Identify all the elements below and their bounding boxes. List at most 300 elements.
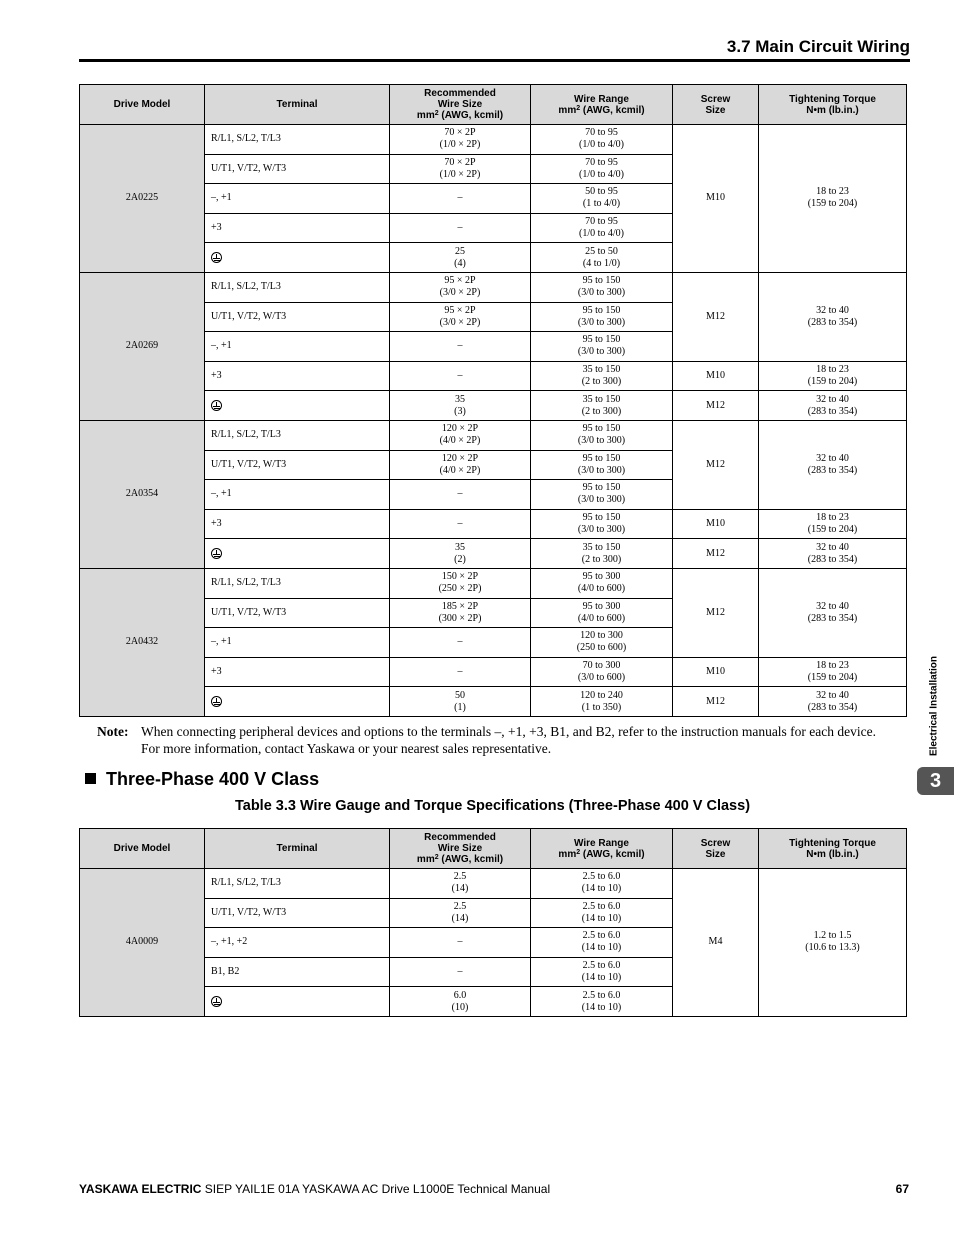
- ground-line: [215, 1004, 218, 1005]
- cell-line: 70 to 95: [585, 156, 618, 168]
- table-row: [80, 687, 907, 717]
- table-header: [80, 829, 907, 869]
- cell-line: (4/0 × 2P): [439, 464, 481, 476]
- table-row: [80, 420, 907, 450]
- cell-line: 35 to 150: [582, 541, 621, 553]
- terminal-cell: U/T1, V/T2, W/T3: [205, 598, 390, 628]
- footer-brand: YASKAWA ELECTRIC: [79, 1182, 202, 1196]
- wire-spec-table-200v: [79, 84, 907, 717]
- header-text: (AWG, kcmil): [580, 848, 645, 860]
- cell-line: 95 to 150: [582, 275, 621, 287]
- tightening-torque-cell: [759, 272, 907, 361]
- terminal-cell: [205, 687, 390, 717]
- terminal-cell: +3: [205, 657, 390, 687]
- cell-line: (300 × 2P): [438, 612, 482, 624]
- wire-range-cell: [531, 184, 673, 214]
- wire-range-cell: [531, 154, 673, 184]
- ground-line: [215, 556, 218, 557]
- header-line: Recommended: [424, 832, 496, 843]
- cell-line: 32 to 40: [816, 600, 849, 612]
- recommended-wire-size-cell: [390, 928, 531, 958]
- cell-line: 95 to 150: [582, 334, 621, 346]
- recommended-wire-size-cell: [390, 987, 531, 1017]
- cell-line: 120 × 2P: [441, 423, 479, 435]
- tightening-torque-cell: [759, 687, 907, 717]
- wire-range-cell: [531, 420, 673, 450]
- screw-size-cell: M12: [673, 568, 759, 657]
- wire-range-cell: [531, 450, 673, 480]
- cell-line: 120 to 240: [580, 689, 623, 701]
- tightening-torque-cell: [759, 657, 907, 687]
- cell-line: (3): [454, 405, 466, 417]
- cell-line: (14): [451, 883, 469, 895]
- table-row: [80, 272, 907, 302]
- table-row: [80, 125, 907, 155]
- cell-line: Size: [705, 848, 726, 860]
- table-row: [80, 539, 907, 569]
- cell-line: 95 to 150: [582, 304, 621, 316]
- header-text: (AWG, kcmil): [438, 110, 504, 121]
- header-text: (AWG, kcmil): [580, 104, 645, 116]
- cell-line: 120 to 300: [580, 630, 623, 642]
- cell-line: 50 to 95: [585, 186, 618, 198]
- cell-line: (4/0 to 600): [577, 612, 626, 624]
- cell-line: (14 to 10): [581, 912, 622, 924]
- cell-line: (3/0 to 300): [577, 287, 626, 299]
- recommended-wire-size-cell: [390, 898, 531, 928]
- cell-line: (283 to 354): [807, 612, 858, 624]
- cell-line: 70 to 95: [585, 216, 618, 228]
- terminal-cell: [205, 243, 390, 273]
- recommended-wire-size-cell: [390, 657, 531, 687]
- wire-range-cell: [531, 987, 673, 1017]
- wire-range-cell: [531, 243, 673, 273]
- terminal-cell: +3: [205, 361, 390, 391]
- recommended-wire-size-cell: [390, 302, 531, 332]
- cell-line: (4): [454, 257, 466, 269]
- cell-line: 18 to 23: [816, 186, 849, 198]
- cell-line: 95 × 2P: [444, 304, 476, 316]
- cell-line: 120 × 2P: [441, 452, 479, 464]
- header-rule: [79, 59, 910, 62]
- wire-range-cell: [531, 628, 673, 658]
- ground-terminal-icon: [211, 696, 222, 707]
- cell-line: (14 to 10): [581, 942, 622, 954]
- cell-line: –: [457, 966, 463, 978]
- recommended-wire-size-cell: [390, 420, 531, 450]
- tightening-torque-cell: [759, 420, 907, 509]
- col-wire-range: [531, 829, 673, 869]
- terminal-cell: R/L1, S/L2, T/L3: [205, 568, 390, 598]
- recommended-wire-size-cell: [390, 272, 531, 302]
- cell-line: (1/0 × 2P): [439, 139, 481, 151]
- cell-line: (250 to 600): [576, 642, 627, 654]
- wire-spec-table-400v: [79, 828, 907, 1017]
- cell-line: 70 × 2P: [444, 127, 476, 139]
- wire-range-cell: [531, 657, 673, 687]
- tightening-torque-cell: [759, 361, 907, 391]
- subsection-title-text: Three-Phase 400 V Class: [106, 769, 320, 789]
- cell-line: (3/0 × 2P): [439, 287, 481, 299]
- cell-line: –: [457, 665, 463, 677]
- terminal-cell: [205, 539, 390, 569]
- ground-terminal-icon: [211, 252, 222, 263]
- header-superscript: 2: [576, 104, 581, 112]
- screw-size-cell: M12: [673, 391, 759, 421]
- cell-line: 2.5: [453, 900, 467, 912]
- drive-model-cell: 2A0269: [80, 272, 205, 420]
- page-number: 67: [895, 1182, 909, 1196]
- recommended-wire-size-cell: [390, 480, 531, 510]
- cell-line: (4/0 × 2P): [439, 435, 481, 447]
- col-tightening-torque: [759, 85, 907, 125]
- ground-terminal-icon: [211, 548, 222, 559]
- header-superscript: 2: [576, 848, 581, 856]
- recommended-wire-size-cell: [390, 957, 531, 987]
- wire-range-cell: [531, 302, 673, 332]
- cell-line: Screw: [700, 93, 731, 105]
- chapter-tab[interactable]: 3: [917, 767, 954, 795]
- cell-line: (159 to 204): [807, 524, 858, 536]
- col-screw-size: [673, 85, 759, 125]
- recommended-wire-size-cell: [390, 509, 531, 539]
- header-row: [80, 829, 907, 869]
- recommended-wire-size-cell: [390, 184, 531, 214]
- drive-model-cell: 2A0432: [80, 568, 205, 716]
- cell-line: (10): [451, 1001, 469, 1013]
- cell-line: (283 to 354): [807, 316, 858, 328]
- cell-line: 70 to 300: [582, 659, 621, 671]
- cell-line: (159 to 204): [807, 376, 858, 388]
- cell-line: (10.6 to 13.3): [805, 942, 860, 954]
- terminal-cell: U/T1, V/T2, W/T3: [205, 898, 390, 928]
- cell-line: (4/0 to 600): [577, 583, 626, 595]
- cell-line: –: [457, 222, 463, 234]
- cell-line: 35 to 150: [582, 393, 621, 405]
- cell-line: 95 to 150: [582, 512, 621, 524]
- cell-line: (283 to 354): [807, 464, 858, 476]
- subsection-title: [85, 769, 319, 790]
- square-bullet-icon: [85, 773, 96, 784]
- cell-line: Tightening Torque: [789, 93, 876, 105]
- col-screw-size: [673, 829, 759, 869]
- terminal-cell: –, +1: [205, 332, 390, 362]
- cell-line: (1 to 350): [581, 701, 622, 713]
- wire-range-cell: [531, 539, 673, 569]
- ground-line: [215, 260, 218, 261]
- cell-line: 35: [455, 541, 465, 553]
- screw-size-cell: M4: [673, 869, 759, 1017]
- wire-range-cell: [531, 687, 673, 717]
- screw-size-cell: M10: [673, 125, 759, 273]
- recommended-wire-size-cell: [390, 361, 531, 391]
- wire-range-cell: [531, 869, 673, 899]
- wire-range-cell: [531, 898, 673, 928]
- header-line: Wire Size: [437, 843, 483, 854]
- header-line: Wire Range: [574, 93, 629, 105]
- cell-line: (159 to 204): [807, 198, 858, 210]
- cell-line: (3/0 to 300): [577, 494, 626, 506]
- cell-line: 2.5 to 6.0: [582, 871, 621, 883]
- recommended-wire-size-cell: [390, 628, 531, 658]
- wire-range-cell: [531, 391, 673, 421]
- recommended-wire-size-cell: [390, 154, 531, 184]
- tightening-torque-cell: [759, 539, 907, 569]
- cell-line: –: [457, 340, 463, 352]
- cell-line: (3/0 to 300): [577, 435, 626, 447]
- tightening-torque-cell: [759, 869, 907, 1017]
- cell-line: 6.0: [453, 989, 467, 1001]
- cell-line: Size: [705, 104, 726, 116]
- col-recommended-wire-size: [390, 85, 531, 125]
- cell-line: 1.2 to 1.5: [813, 930, 852, 942]
- wire-range-cell: [531, 480, 673, 510]
- cell-line: (14): [451, 912, 469, 924]
- cell-line: 32 to 40: [816, 304, 849, 316]
- recommended-wire-size-cell: [390, 869, 531, 899]
- table-body: [80, 125, 907, 717]
- cell-line: 70 × 2P: [444, 156, 476, 168]
- footer-doc-title: SIEP YAIL1E 01A YASKAWA AC Drive L1000E Technical Manual: [201, 1182, 551, 1196]
- cell-line: 32 to 40: [816, 393, 849, 405]
- cell-line: (2 to 300): [581, 376, 622, 388]
- header-text: mm: [558, 104, 577, 116]
- wire-range-cell: [531, 509, 673, 539]
- recommended-wire-size-cell: [390, 243, 531, 273]
- ground-terminal-icon: [211, 996, 222, 1007]
- wire-range-cell: [531, 332, 673, 362]
- wire-range-cell: [531, 928, 673, 958]
- cell-line: (250 × 2P): [438, 583, 482, 595]
- cell-line: 95 to 300: [582, 600, 621, 612]
- header-line: [390, 110, 530, 121]
- terminal-cell: –, +1: [205, 184, 390, 214]
- header-line: [390, 854, 530, 865]
- cell-line: 32 to 40: [816, 452, 849, 464]
- terminal-cell: –, +1, +2: [205, 928, 390, 958]
- header-text: (AWG, kcmil): [438, 854, 504, 865]
- terminal-cell: U/T1, V/T2, W/T3: [205, 450, 390, 480]
- cell-line: Screw: [700, 837, 731, 849]
- header-text: mm: [416, 110, 435, 121]
- section-header: 3.7 Main Circuit Wiring: [726, 37, 910, 56]
- cell-line: (283 to 354): [807, 405, 858, 417]
- cell-line: (1 to 4/0): [582, 198, 621, 210]
- recommended-wire-size-cell: [390, 391, 531, 421]
- recommended-wire-size-cell: [390, 539, 531, 569]
- cell-line: (1/0 to 4/0): [579, 168, 624, 180]
- recommended-wire-size-cell: [390, 687, 531, 717]
- wire-range-cell: [531, 568, 673, 598]
- cell-line: –: [457, 370, 463, 382]
- cell-line: 95 to 150: [582, 452, 621, 464]
- screw-size-cell: M12: [673, 687, 759, 717]
- cell-line: 2.5 to 6.0: [582, 960, 621, 972]
- cell-line: (283 to 354): [807, 701, 858, 713]
- wire-range-cell: [531, 957, 673, 987]
- cell-line: 95 × 2P: [444, 275, 476, 287]
- screw-size-cell: M12: [673, 539, 759, 569]
- ground-line: [215, 408, 218, 409]
- wire-range-cell: [531, 272, 673, 302]
- terminal-cell: +3: [205, 213, 390, 243]
- table-row: [80, 509, 907, 539]
- terminal-cell: R/L1, S/L2, T/L3: [205, 869, 390, 899]
- table-header: [80, 85, 907, 125]
- cell-line: 32 to 40: [816, 541, 849, 553]
- cell-line: (2 to 300): [581, 405, 622, 417]
- cell-line: (3/0 to 600): [577, 671, 626, 683]
- col-drive-model: Drive Model: [80, 85, 205, 125]
- recommended-wire-size-cell: [390, 450, 531, 480]
- drive-model-cell: 2A0225: [80, 125, 205, 273]
- cell-line: –: [457, 488, 463, 500]
- cell-line: 2.5: [453, 871, 467, 883]
- header-text: mm: [416, 854, 435, 865]
- note-label: Note:: [97, 724, 129, 739]
- terminal-cell: R/L1, S/L2, T/L3: [205, 125, 390, 155]
- terminal-cell: +3: [205, 509, 390, 539]
- cell-line: –: [457, 636, 463, 648]
- col-terminal: Terminal: [205, 829, 390, 869]
- cell-line: (2 to 300): [581, 553, 622, 565]
- cell-line: 35: [455, 393, 465, 405]
- terminal-cell: –, +1: [205, 628, 390, 658]
- cell-line: –: [457, 936, 463, 948]
- cell-line: (1/0 to 4/0): [579, 139, 624, 151]
- ground-terminal-icon: [211, 400, 222, 411]
- cell-line: 25 to 50: [585, 245, 618, 257]
- cell-line: 70 to 95: [585, 127, 618, 139]
- terminal-cell: U/T1, V/T2, W/T3: [205, 154, 390, 184]
- cell-line: (3/0 to 300): [577, 316, 626, 328]
- header-line: [531, 105, 672, 116]
- header-row: [80, 85, 907, 125]
- header-line: Wire Range: [574, 837, 629, 849]
- cell-line: 35 to 150: [582, 364, 621, 376]
- table-caption: Table 3.3 Wire Gauge and Torque Specifications (Three-Phase 400 V Class): [234, 798, 751, 814]
- table-row: [80, 361, 907, 391]
- header-superscript: 2: [434, 854, 439, 861]
- recommended-wire-size-cell: [390, 213, 531, 243]
- terminal-cell: –, +1: [205, 480, 390, 510]
- cell-line: 185 × 2P: [441, 600, 479, 612]
- terminal-cell: U/T1, V/T2, W/T3: [205, 302, 390, 332]
- footer-doc-info: [79, 1182, 550, 1196]
- cell-line: (3/0 to 300): [577, 464, 626, 476]
- tightening-torque-cell: [759, 391, 907, 421]
- cell-line: 95 to 150: [582, 482, 621, 494]
- header-text: mm: [558, 848, 577, 860]
- cell-line: 18 to 23: [816, 364, 849, 376]
- recommended-wire-size-cell: [390, 125, 531, 155]
- terminal-cell: R/L1, S/L2, T/L3: [205, 420, 390, 450]
- tightening-torque-cell: [759, 125, 907, 273]
- cell-line: 2.5 to 6.0: [582, 989, 621, 1001]
- header-superscript: 2: [434, 110, 439, 117]
- wire-range-cell: [531, 361, 673, 391]
- cell-line: (283 to 354): [807, 553, 858, 565]
- cell-line: (2): [454, 553, 466, 565]
- screw-size-cell: M12: [673, 272, 759, 361]
- cell-line: 25: [455, 245, 465, 257]
- cell-line: Tightening Torque: [789, 837, 876, 849]
- cell-line: (4 to 1/0): [582, 257, 621, 269]
- note-text: When connecting peripheral devices and options to the terminals –, +1, +3, B1, and B2, refer to the instruction manuals for each device. For more information, contact Yaskawa or your nearest sales representative.: [141, 724, 877, 756]
- cell-line: –: [457, 192, 463, 204]
- terminal-cell: B1, B2: [205, 957, 390, 987]
- wire-range-cell: [531, 213, 673, 243]
- cell-line: 32 to 40: [816, 689, 849, 701]
- cell-line: 18 to 23: [816, 512, 849, 524]
- col-terminal: Terminal: [205, 85, 390, 125]
- cell-line: (3/0 to 300): [577, 346, 626, 358]
- table-row: [80, 568, 907, 598]
- screw-size-cell: M12: [673, 420, 759, 509]
- screw-size-cell: M10: [673, 509, 759, 539]
- table-row: [80, 869, 907, 899]
- screw-size-cell: M10: [673, 361, 759, 391]
- cell-line: (3/0 to 300): [577, 524, 626, 536]
- side-tab-label: Electrical Installation: [928, 655, 940, 757]
- recommended-wire-size-cell: [390, 598, 531, 628]
- drive-model-cell: 2A0354: [80, 420, 205, 568]
- terminal-cell: R/L1, S/L2, T/L3: [205, 272, 390, 302]
- header-line: Wire Size: [437, 99, 483, 110]
- cell-line: 2.5 to 6.0: [582, 900, 621, 912]
- table-row: [80, 657, 907, 687]
- cell-line: 150 × 2P: [441, 571, 479, 583]
- tightening-torque-cell: [759, 509, 907, 539]
- col-recommended-wire-size: [390, 829, 531, 869]
- table-row: [80, 391, 907, 421]
- recommended-wire-size-cell: [390, 332, 531, 362]
- cell-line: 50: [455, 689, 465, 701]
- cell-line: (14 to 10): [581, 883, 622, 895]
- terminal-cell: [205, 391, 390, 421]
- cell-line: 18 to 23: [816, 659, 849, 671]
- recommended-wire-size-cell: [390, 568, 531, 598]
- cell-line: (1/0 × 2P): [439, 168, 481, 180]
- terminal-cell: [205, 987, 390, 1017]
- header-line: Recommended: [424, 88, 496, 99]
- col-wire-range: [531, 85, 673, 125]
- col-drive-model: Drive Model: [80, 829, 205, 869]
- cell-line: –: [457, 518, 463, 530]
- cell-line: (1): [454, 701, 466, 713]
- cell-line: 2.5 to 6.0: [582, 930, 621, 942]
- note: [97, 723, 877, 757]
- cell-line: 95 to 300: [582, 571, 621, 583]
- cell-line: N•m (lb.in.): [806, 104, 859, 116]
- ground-line: [215, 704, 218, 705]
- cell-line: (14 to 10): [581, 972, 622, 984]
- cell-line: (159 to 204): [807, 671, 858, 683]
- header-line: [531, 849, 672, 860]
- drive-model-cell: 4A0009: [80, 869, 205, 1017]
- wire-range-cell: [531, 125, 673, 155]
- cell-line: (14 to 10): [581, 1001, 622, 1013]
- cell-line: 95 to 150: [582, 423, 621, 435]
- cell-line: (1/0 to 4/0): [579, 228, 624, 240]
- screw-size-cell: M10: [673, 657, 759, 687]
- cell-line: N•m (lb.in.): [806, 848, 859, 860]
- table-body: [80, 869, 907, 1017]
- tightening-torque-cell: [759, 568, 907, 657]
- cell-line: (3/0 × 2P): [439, 316, 481, 328]
- col-tightening-torque: [759, 829, 907, 869]
- wire-range-cell: [531, 598, 673, 628]
